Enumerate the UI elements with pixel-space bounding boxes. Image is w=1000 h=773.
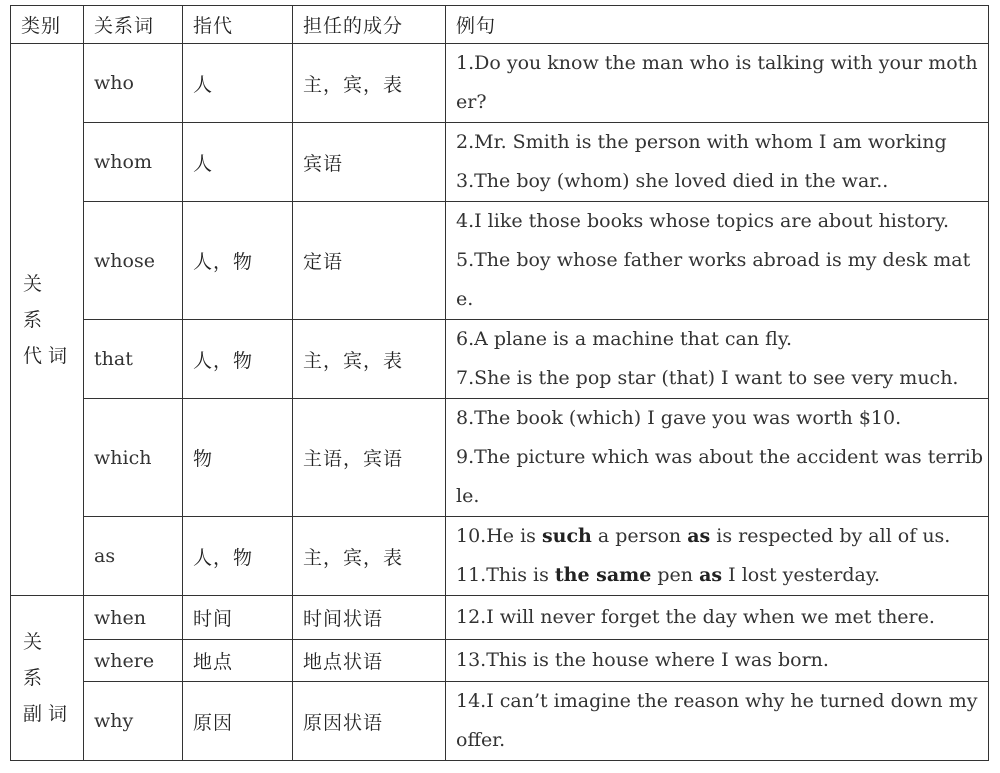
table-row — [11, 320, 989, 399]
example-sentence: 7.She is the pop star (that) I want to see very much. — [456, 367, 959, 389]
example-cell — [446, 123, 989, 202]
refers-cell: 人 — [183, 44, 293, 123]
sentence-text: pen — [651, 564, 700, 586]
category-relative-adverb — [11, 596, 84, 761]
example-sentence: 6.A plane is a machine that can fly. — [456, 328, 793, 350]
header-row — [11, 6, 989, 44]
header-role: 担任的成分 — [293, 6, 446, 44]
table-row — [11, 44, 989, 123]
example-sentence: 14.I can’t imagine the reason why he turned down my offer. — [456, 690, 978, 751]
example-sentence: 8.The book (which) I gave you was worth $10. — [456, 407, 902, 429]
role-cell: 主语，宾语 — [293, 399, 446, 517]
table-row — [11, 682, 989, 761]
role-cell: 主，宾，表 — [293, 517, 446, 596]
bold-keyword: the same — [554, 564, 652, 586]
word-cell: that — [84, 320, 183, 399]
role-cell: 宾语 — [293, 123, 446, 202]
word-cell: who — [84, 44, 183, 123]
word-cell: as — [84, 517, 183, 596]
word-cell: whose — [84, 202, 183, 320]
example-cell — [446, 640, 989, 682]
example-sentence: 3.The boy (whom) she loved died in the war.. — [456, 170, 889, 192]
role-cell: 主，宾，表 — [293, 44, 446, 123]
header-word: 关系词 — [84, 6, 183, 44]
table-row — [11, 640, 989, 682]
grammar-table-container — [10, 5, 989, 761]
bold-keyword: such — [541, 525, 592, 547]
header-refers: 指代 — [183, 6, 293, 44]
header-category: 类别 — [11, 6, 84, 44]
example-sentence: 13.This is the house where I was born. — [456, 649, 829, 671]
role-cell: 定语 — [293, 202, 446, 320]
category-label-line1: 关 系 — [23, 631, 49, 689]
category-relative-pronoun — [11, 44, 84, 596]
category-label-line2: 副词 — [23, 703, 74, 725]
role-cell: 时间状语 — [293, 596, 446, 640]
role-cell: 原因状语 — [293, 682, 446, 761]
refers-cell: 原因 — [183, 682, 293, 761]
table-row — [11, 202, 989, 320]
role-cell: 主，宾，表 — [293, 320, 446, 399]
sentence-text: I lost yesterday. — [722, 564, 881, 586]
refers-cell: 物 — [183, 399, 293, 517]
example-sentence — [456, 556, 984, 595]
word-cell: whom — [84, 123, 183, 202]
refers-cell: 人 — [183, 123, 293, 202]
refers-cell: 人，物 — [183, 320, 293, 399]
example-sentence: 5.The boy whose father works abroad is my desk mate. — [456, 249, 971, 310]
example-cell — [446, 44, 989, 123]
word-cell: which — [84, 399, 183, 517]
refers-cell: 人，物 — [183, 517, 293, 596]
example-sentence: 2.Mr. Smith is the person with whom I am working — [456, 131, 947, 153]
word-cell: when — [84, 596, 183, 640]
example-cell — [446, 202, 989, 320]
refers-cell: 地点 — [183, 640, 293, 682]
example-sentence: 1.Do you know the man who is talking with your mother? — [456, 52, 978, 113]
category-label-line2: 代词 — [23, 344, 74, 367]
category-label-line1: 关 系 — [23, 272, 49, 331]
example-sentence — [456, 517, 984, 556]
sentence-text: is respected by all of us. — [710, 525, 951, 547]
bold-keyword: as — [687, 525, 711, 547]
example-sentence: 12.I will never forget the day when we met there. — [456, 606, 935, 628]
example-cell — [446, 682, 989, 761]
example-cell — [446, 596, 989, 640]
table-row — [11, 123, 989, 202]
header-example: 例句 — [446, 6, 989, 44]
sentence-text: a person — [591, 525, 688, 547]
example-cell — [446, 517, 989, 596]
table-row — [11, 596, 989, 640]
table-row — [11, 517, 989, 596]
relative-words-table — [10, 5, 989, 761]
table-row — [11, 399, 989, 517]
sentence-text: 11.This is — [456, 564, 555, 586]
bold-keyword: as — [699, 564, 723, 586]
sentence-text: 10.He is — [456, 525, 542, 547]
refers-cell: 人，物 — [183, 202, 293, 320]
example-cell — [446, 320, 989, 399]
word-cell: where — [84, 640, 183, 682]
example-sentence: 9.The picture which was about the accident was terrible. — [456, 446, 983, 507]
example-cell — [446, 399, 989, 517]
example-sentence: 4.I like those books whose topics are about history. — [456, 210, 950, 232]
role-cell: 地点状语 — [293, 640, 446, 682]
refers-cell: 时间 — [183, 596, 293, 640]
word-cell: why — [84, 682, 183, 761]
